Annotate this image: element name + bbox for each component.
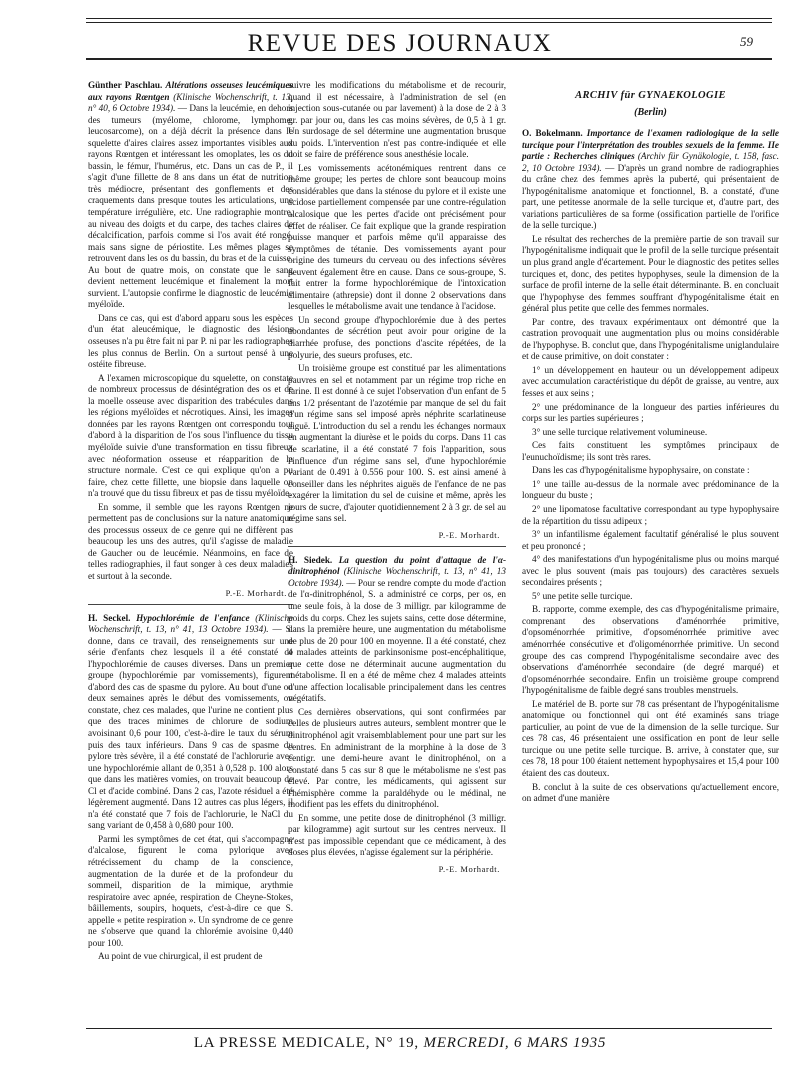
header-rule-top bbox=[86, 18, 772, 19]
article-author: H. Siedek. bbox=[288, 554, 333, 565]
article-paragraph: Ces dernières observations, qui sont confirmées par celles de plusieurs autres auteurs, semblent montrer que le dinitrophénol agit vraisemblablement pour une part sur les centres. En administrant de la morphine à la dose de 3 centigr. une demi-heure avant le dinitrophénol, on a constaté dans 5 cas sur 8 que le métabolisme ne s'est pas élevé. Par contre, les médicaments, qui agissent sur l'hémisphère comme la paraldéhyde ou le médinal, ne modifient pas les effets du dinitrophénol. bbox=[288, 706, 506, 810]
section-title: ARCHIV für GYNAEKOLOGIE bbox=[575, 90, 726, 101]
section-city: (Berlin) bbox=[634, 107, 667, 118]
article-signature: P.-E. Morhardt. bbox=[225, 587, 287, 598]
column-2 bbox=[288, 80, 506, 880]
article-paragraph: 4° des manifestations d'un hypogénitalisme plus ou moins marqué avec le plus souvent (mais pas toujours) des caractères sexuels secondaires présents ; bbox=[522, 554, 779, 588]
article-paragraph: Au point de vue chirurgical, il est prudent de bbox=[98, 951, 263, 962]
article-paragraph: Dans ce cas, qui est d'abord apparu sous les espèces d'un état aleucémique, le diagnostic des lésions osseuses n'a pu être fait ni par P. ni par les radiographes les plus connus de Berlin. On a surtout pensé à une ostéite fibreuse. bbox=[88, 312, 293, 370]
footer-date: 6 MARS 1935 bbox=[514, 1035, 607, 1051]
article-author: H. Seckel. bbox=[88, 612, 131, 623]
article-signature: P.-E. Morhardt. bbox=[438, 864, 500, 874]
article-paragraph: B. conclut à la suite de ces observations qu'actuellement encore, on admet d'une manière bbox=[522, 781, 779, 804]
article-title: La question du point d'attaque de l'α-dinitrophénol bbox=[288, 554, 506, 577]
article-signature: P.-E. Morhardt. bbox=[438, 529, 500, 540]
column-3 bbox=[522, 80, 779, 807]
article-seckel-continued bbox=[288, 80, 506, 540]
article-paragraph: Le résultat des recherches de la première partie de son travail sur l'hypogénitalisme indiquait que le profil de la selle turcique présentait un plus grand angle d'écartement. Pour le diagnostic des petites selles turciques et, donc, des petites hypophyses, seule la dimension de la surface de profil interne de la selle était déterminante. B. en concluait que l'hypophyse des femmes souffrant d'hypogénitalisme était en général plus petite que celle des femmes normales. bbox=[522, 233, 779, 314]
article-heading bbox=[288, 555, 506, 705]
article-siedek bbox=[288, 555, 506, 874]
article-paragraph: 1° un développement en hauteur ou un développement adipeux avec accumulation caractéristique du dépôt de graisse, au ventre, aux fesses et aux seins ; bbox=[522, 364, 779, 399]
article-paragraph: B. rapporte, comme exemple, des cas d'hypogénitalisme primaire, comprenant des observations d'aménorrhée primitive, d'opsoménorrhée primitive, d'opsoménorrhée primitive avec aménorrhée consécutive et d'oligoménorrhée primitive. Un second groupe des cas comprend l'hypogénitalisme secondaire avec des observations d'aménorrhée secondaire (de degré marqué) et d'opsoménorrhée secondaire. Enfin un troisième groupe comprend l'hypogénitalisme de faible degré sans troubles menstruels. bbox=[522, 604, 779, 696]
article-title: Altérations osseuses leucémiques aux rayons Rœntgen bbox=[88, 80, 294, 102]
footer-issue: N° 19, bbox=[374, 1035, 419, 1051]
article-paragraph: En somme, il semble que les rayons Rœntgen ne permettent pas de conclusions sur la nature anatomique des processus osseux de ce genre qui ne diffèrent pas beaucoup les uns des autres, qu'il s'agisse de maladie de Gaucher ou de leucémie. Néanmoins, en face de telles radiographies, il faut songer à ces deux maladies et surtout à la seconde. bbox=[88, 501, 293, 581]
article-seckel bbox=[88, 613, 293, 963]
article-heading bbox=[522, 128, 779, 232]
article-paragraph: A l'examen microscopique du squelette, on constate de nombreux processus de désintégration des os et de la moelle osseuse avec disparition des trabécules dans les régions myéloïdes et nécrotiques. Ainsi, les images données par les rayons Rœntgen ont correspondu tout d'abord à la disparition de l'os sous l'influence du tissu myéloïde suivie d'une transformation en tissu fibreux avec néoformation osseuse et réapparition de la structure normale. C'est ce qui explique qu'on a pu faire, chez cette fillette, une biopsie dans laquelle on n'a trouvé que du tissu fibreux et pas de tissu myéloïde. bbox=[88, 372, 293, 499]
article-paragraph: 1° une taille au-dessus de la normale avec prédominance de la longueur du buste ; bbox=[522, 478, 779, 501]
article-author: O. Bokelmann. bbox=[522, 128, 583, 138]
article-title: Importance de l'examen radiologique de la selle turcique pour l'interprétation des troubles sexuels de la femme. bbox=[522, 128, 780, 150]
article-paragraph: suivre les modifications du métabolisme et de recourir, quand il est nécessaire, à l'administration de sel (en injection sous-cutanée ou par lavement) à la dose de 2 à 3 gr. par jour ou, dans les cas moins sévères, de 0,5 à 1 gr. Un surdosage de sel détermine une augmentation brusque du poids. L'intervention n'est pas contre-indiquée et elle doit se faire de préférence sous anesthésie locale. bbox=[288, 80, 506, 160]
article-bokelmann bbox=[522, 128, 779, 805]
article-paragraph: Ces faits constituent les symptômes principaux de l'eunuchoïdisme; ils sont très rares. bbox=[522, 440, 779, 462]
article-paragraph: 3° une selle turcique relativement volumineuse. bbox=[532, 426, 708, 437]
article-paragraph: Un second groupe d'hypochlorémie due à des pertes abondantes de sécrétion peut avoir pour origine de la diarrhée profuse, des ponctions d'ascite répétées, de la polyurie, des sueurs profuses, etc. bbox=[288, 314, 506, 360]
article-author: Günther Paschlau. bbox=[88, 80, 163, 90]
column-1 bbox=[88, 80, 293, 965]
footer-rule bbox=[86, 1028, 772, 1029]
footer-journal: LA PRESSE MEDICALE, bbox=[193, 1035, 371, 1051]
footer-day: MERCREDI, bbox=[423, 1035, 510, 1051]
article-paragraph: — D'après un grand nombre de radiographies du crâne chez des femmes après la puberté, qui présentaient de l'hypogénitalisme anatomique et fonctionnel, B. a constaté, d'une part, une petitesse anormale de la selle turcique et, d'autre part, des variations particulières de sa forme (ossification partielle de l'orifice de la selle turcique.) bbox=[522, 162, 779, 231]
article-paragraph: Un troisième groupe est constitué par les alimentations pauvres en sel et notamment par un régime trop riche en farine. Il est donné à ce sujet l'observation d'un enfant de 5 ans 1/2 présentant de l'azotémie par manque de sel du fait d'un régime sans sel imposé après néphrite scarlatineuse aiguë. L'introduction du sel a rendu les échanges normaux en augmentant la diurèse et le poids du corps. Dans 11 cas de scarlatine, il a été constaté 7 fois l'apparition, sous l'influence d'un régime sans sel, d'une hypochlorémie variant de 0.491 à 0.556 pour 100. S. est ainsi amené à conseiller dans les néphrites aiguës de l'enfance de ne pas exagérer la limitation du sel de cuisine et même, après les jours de sucre, d'ajouter quotidiennement 2 à 3 gr. de sel au régime sans sel. bbox=[288, 363, 506, 524]
article-paragraph: 5° une petite selle turcique. bbox=[532, 590, 633, 601]
article-paragraph: Dans les cas d'hypogénitalisme hypophysaire, on constate : bbox=[532, 465, 750, 476]
article-paragraph: 3° un infantilisme également facultatif généralisé le plus souvent et peu prononcé ; bbox=[522, 529, 779, 551]
header-rule-mid bbox=[86, 22, 772, 23]
article-paragraph: Le matériel de B. porte sur 78 cas présentant de l'hypogénitalisme anatomique ou fonctionnel qui ont été examinés sans triage particulier, au point de vue de la dimension de la selle turcique. Sur ces 78 cas, 46 présentaient une ossification en pont de leur selle turcique ou une petite selle turcique. B. arrive, à constater que, sur ces 78, 18 pour 100 étaient nettement hypophysaires et 15,4 pour 100 étaient des cas douteux. bbox=[522, 698, 779, 778]
page-number: 59 bbox=[740, 34, 753, 49]
article-paragraph: Parmi les symptômes de cet état, qui s'accompagne d'alcalose, figurent le coma pylorique avec rétrécissement du champ de la conscience, augmentation de la durée et de la profondeur du sommeil, disparition de la mimique, arythmie respiratoire avec apnée, respiration de Cheyne-Stokes, bâillements, soupirs, hoquets, c'est-à-dire ce que S. appelle « petite respiration ». Un syndrome de ce genre ne s'observe que quand la chlorémie avoisine 0,440 pour 100. bbox=[88, 833, 293, 948]
article-paragraph: Par contre, des travaux expérimentaux ont démontré que la castration provoquait une augmentation plus ou moins considérable de l'hypophyse. B. conclut que, dans l'hypogénitalisme uniglandulaire et de cause primitive, on doit constater : bbox=[522, 316, 779, 362]
article-citation: (Archiv für Gynäkologie, t. 158, fasc. 2, 10 Octobre 1934). bbox=[522, 151, 779, 173]
article-paragraph: — Dans la leucémie, en dehors des tumeurs (myélome, chlorome, lymphome, leucosarcome), on a déjà décrit la présence dans le squelette d'aires claires assez importantes visibles aux rayons Rœntgen et intéressant les omoplates, les os du bassin, le fémur, l'humérus, etc. Dans un cas de P., il s'agit d'une fillette de 8 ans dans un état de nutrition très médiocre, présentant des gonflements et des craquements dans presque toutes les articulations, une température irrégulière, etc. Une radiographie montre, au niveau des doigts et du carpe, des taches claires de décalcification, parfois comme si l'os avait été rongé, mais sans signe de périostite. Les mêmes plages se retrouvent dans les os du bassin, du bras et de la cuisse. Au bout de quatre mois, on constate que le sang devient nettement leucémique et finalement la mort survient. L'autopsie confirme le diagnostic de leucémie myéloïde. bbox=[88, 103, 293, 310]
journal-title: REVUE DES JOURNAUX bbox=[247, 30, 553, 57]
article-paragraph: — S. donne, dans ce travail, des renseignements sur une série d'enfants chez lesquels il a été constaté de l'hypochlorémie de causes diverses. Dans un premier groupe (hypochlorémie par vomissements), figurent d'abord des cas de spasme du pylore. Au bout d'une ou deux semaines après le début des vomissements, on constate, chez ces malades, que l'urine ne contient plus que des traces minimes de chlorure de sodium avoisinant 0,6 pour 100, c'est-à-dire le taux du sérum puis des taux inférieurs. Dans 9 cas de spasme du pylore très sévère, il a été constaté de l'achlorurie avec une hypochlorémie allant de 0,351 à 0,528 p. 100 alors que dans les matières vomies, on trouvait beaucoup de Cl et d'acide combiné. Dans 2 cas, l'azote résiduel a été légèrement augmenté. Dans 12 autres cas plus légers, il n'a été constaté que 7 fois de l'achlorurie, le NaCl du sang variant de 0,458 à 0,680 pour 100. bbox=[88, 624, 293, 831]
article-paragraph: 2° une lipomatose facultative correspondant au type hypophysaire de la répartition du tissu adipeux ; bbox=[522, 503, 779, 526]
article-title: Hypochlorémie de l'enfance bbox=[136, 612, 250, 623]
header-rule-bottom bbox=[86, 58, 772, 60]
article-paragraph: En somme, une petite dose de dinitrophénol (3 milligr. par kilogramme) agit surtout sur les centres nerveux. Il n'est pas impossible cependant que ce médicament, à des doses plus élevées, n'agisse également sur la périphérie. bbox=[288, 812, 506, 858]
article-paragraph: 2° une prédominance de la longueur des parties inférieures du corps sur les parties supérieures ; bbox=[522, 401, 779, 424]
article-paragraph: Les vomissements acétonémiques rentrent dans ce même groupe; les pertes de chlore sont beaucoup moins considérables que dans la sténose du pylore et il existe une acidose partiellement compensée par une contre-régulation alcalosique que les pertes d'acide ont précisément pour effet de réaliser. Ce fait explique que la grande respiration puisse manquer et parfois même qu'il apparaisse des symptômes de tétanie. Des vomissements ayant pour origine des tumeurs du cerveau ou des infections sévères peuvent également être en cause. Dans ce sous-groupe, S. fait entrer la forme hypochlorémique de l'intoxication alimentaire (athrepsie) dont il donne 2 observations dans lesquelles le métabolisme avait une tendance à l'acidose. bbox=[288, 162, 506, 312]
article-citation: (Klinische Wochenschrift, t. 13, n° 41, 13 Octobre 1934). bbox=[288, 566, 506, 588]
article-heading bbox=[88, 613, 293, 832]
article-citation: (Klinische Wochenschrift, t. 13, n° 40, 6 Octobre 1934). bbox=[88, 91, 294, 114]
article-title-tail: IIe partie : Recherches cliniques bbox=[522, 139, 779, 162]
article-citation: (Klinische Wochenschrift, t. 13, n° 41, 13 Octobre 1934). bbox=[88, 612, 294, 635]
article-paschlau bbox=[88, 80, 293, 598]
article-divider bbox=[88, 604, 293, 605]
article-paragraph: — Pour se rendre compte du mode d'action de l'α-dinitrophénol, S. a administré ce corps, per os, en une seule fois, à la dose de 3 milligr. par kilogramme de poids du corps. Chez les sujets sains, cette dose détermine, dans la première heure, une augmentation du métabolisme de plus de 20 pour 100 en moyenne. Il a été constaté, chez 4 malades atteints de parkinsonisme post-encéphalitique, que cette dose ne déterminait aucune augmentation du métabolisme. Il en a été de même chez 4 malades atteints d'une affection localisable principalement dans les centres végétatifs. bbox=[288, 577, 507, 704]
page-footer bbox=[0, 1035, 800, 1052]
article-divider bbox=[288, 546, 506, 547]
article-heading bbox=[88, 80, 293, 311]
